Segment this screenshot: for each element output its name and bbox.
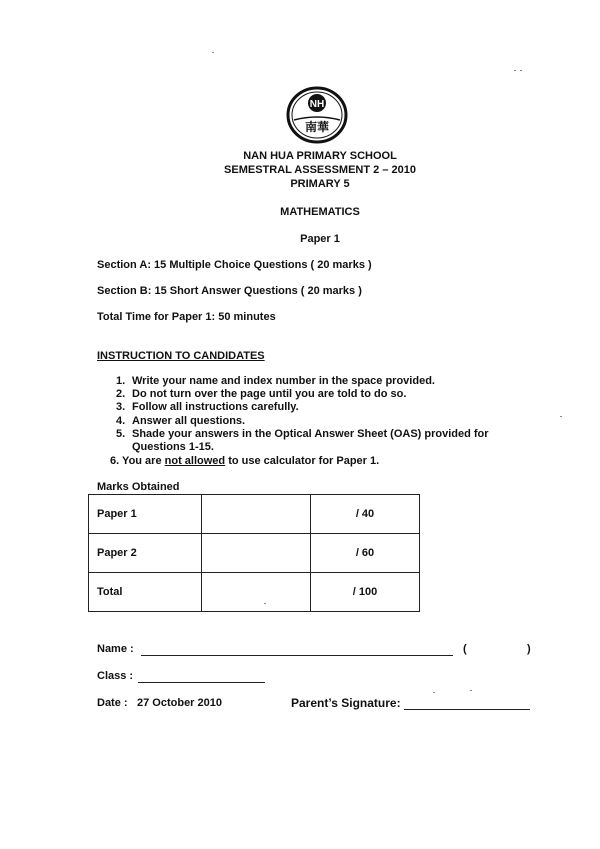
marks-obtained-cell[interactable] (202, 495, 311, 534)
index-close-paren: ) (527, 643, 531, 655)
section-a-info: Section A: 15 Multiple Choice Questions ( 20 marks ) (97, 259, 372, 271)
name-field[interactable] (141, 655, 453, 656)
marks-table (88, 494, 420, 612)
class-label: Class : (97, 670, 134, 682)
instruction-item-6: 6. You are not allowed to use calculator for Paper 1. (110, 455, 380, 467)
date-value: 27 October 2010 (137, 697, 222, 709)
instruction-item: 1. Write your name and index number in the space provided. (116, 375, 435, 387)
name-label: Name : (97, 643, 134, 655)
scan-speck (514, 70, 516, 71)
school-logo (286, 86, 348, 144)
row-label: Total (89, 573, 202, 612)
instructions-list (116, 375, 536, 454)
marks-obtained-cell[interactable] (202, 573, 311, 612)
parent-signature-label: Parent’s Signature: (291, 696, 401, 710)
index-open-paren: ( (463, 643, 467, 655)
scan-speck (470, 690, 472, 691)
scan-speck (520, 70, 522, 71)
instruction-item: 2. Do not turn over the page until you are told to do so. (116, 388, 407, 401)
max-marks-cell: / 60 (311, 534, 420, 573)
scan-speck (560, 416, 562, 417)
table-row (89, 534, 420, 573)
row-label: Paper 1 (89, 495, 202, 534)
parent-signature-field[interactable] (404, 709, 530, 710)
logo-chinese-name: 南華 (304, 120, 330, 134)
scan-speck (433, 692, 435, 693)
subject-title: MATHEMATICS (280, 206, 360, 218)
scan-speck (264, 603, 266, 604)
not-allowed-emphasis: not allowed (164, 455, 226, 467)
max-marks-cell: / 40 (311, 495, 420, 534)
marks-heading: Marks Obtained (97, 481, 180, 493)
logo-initials: NH (309, 99, 325, 110)
total-time-info: Total Time for Paper 1: 50 minutes (97, 311, 276, 323)
table-row (89, 573, 420, 612)
assessment-title: SEMESTRAL ASSESSMENT 2 – 2010 (224, 164, 416, 176)
instruction-item: 4. Answer all questions. (116, 414, 246, 427)
marks-obtained-cell[interactable] (202, 534, 311, 573)
level-title: PRIMARY 5 (290, 178, 350, 190)
row-label: Paper 2 (89, 534, 202, 573)
table-row (89, 495, 420, 534)
instruction-item: 5. Shade your answers in the Optical Answer Sheet (OAS) provided for Questions 1-15. (116, 427, 489, 454)
school-name: NAN HUA PRIMARY SCHOOL (243, 150, 397, 162)
class-field[interactable] (138, 682, 265, 683)
scan-speck (212, 52, 214, 53)
instruction-item: 3. Follow all instructions carefully. (116, 401, 299, 414)
instructions-heading: INSTRUCTION TO CANDIDATES (97, 350, 265, 362)
max-marks-cell: / 100 (311, 573, 420, 612)
section-b-info: Section B: 15 Short Answer Questions ( 20 marks ) (97, 285, 362, 297)
date-label: Date : (97, 697, 128, 709)
paper-title: Paper 1 (300, 233, 340, 245)
